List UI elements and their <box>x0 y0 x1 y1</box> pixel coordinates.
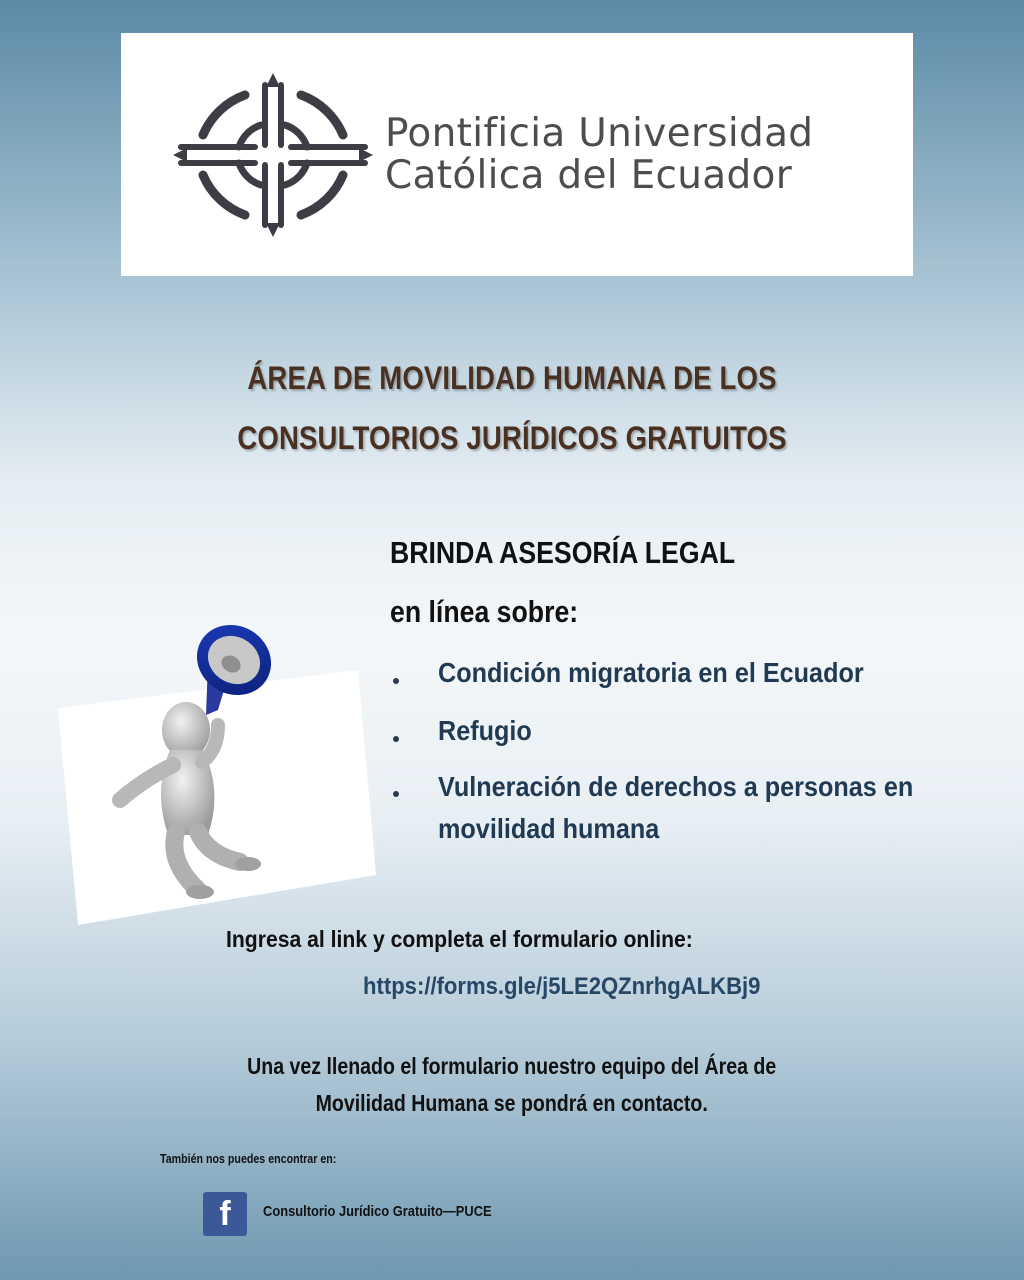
form-instruction: Ingresa al link y completa el formulario online: <box>226 926 693 952</box>
megaphone-figure-image <box>58 600 376 930</box>
university-name <box>385 113 813 197</box>
logo-banner <box>121 33 913 276</box>
contact-message <box>0 1048 1023 1122</box>
topic-item-migratory-status: Condición migratoria en el Ecuador <box>438 657 864 688</box>
facebook-page-name[interactable]: Consultorio Jurídico Gratuito—PUCE <box>263 1203 492 1220</box>
page-title-line1: ÁREA DE MOVILIDAD HUMANA DE LOS <box>247 360 777 396</box>
service-subheading: en línea sobre: <box>390 594 579 629</box>
topic-item-rights-violation-line1: Vulneración de derechos a personas en <box>438 771 914 802</box>
facebook-glyph: f <box>219 1195 231 1233</box>
contact-message-line1: Una vez llenado el formulario nuestro equipo del Área de <box>247 1053 777 1079</box>
topic-item-rights-violation <box>438 766 913 850</box>
topic-item-refuge: Refugio <box>438 715 532 746</box>
facebook-icon[interactable] <box>203 1192 247 1236</box>
bullet-icon <box>393 791 399 797</box>
contact-message-line2: Movilidad Humana se pondrá en contacto. <box>315 1090 708 1116</box>
topic-item-rights-violation-line2: movilidad humana <box>438 813 660 844</box>
page-title-line2: CONSULTORIOS JURÍDICOS GRATUITOS <box>237 420 787 456</box>
university-emblem-icon <box>173 73 373 237</box>
bullet-icon <box>393 736 399 742</box>
university-name-line2: Católica del Ecuador <box>385 153 793 198</box>
service-heading: BRINDA ASESORÍA LEGAL <box>390 535 736 570</box>
bullet-icon <box>393 678 399 684</box>
university-name-line1: Pontificia Universidad <box>385 111 814 156</box>
form-link[interactable]: https://forms.gle/j5LE2QZnrhgALKBj9 <box>363 973 761 1000</box>
social-intro-text: También nos puedes encontrar en: <box>160 1151 337 1166</box>
